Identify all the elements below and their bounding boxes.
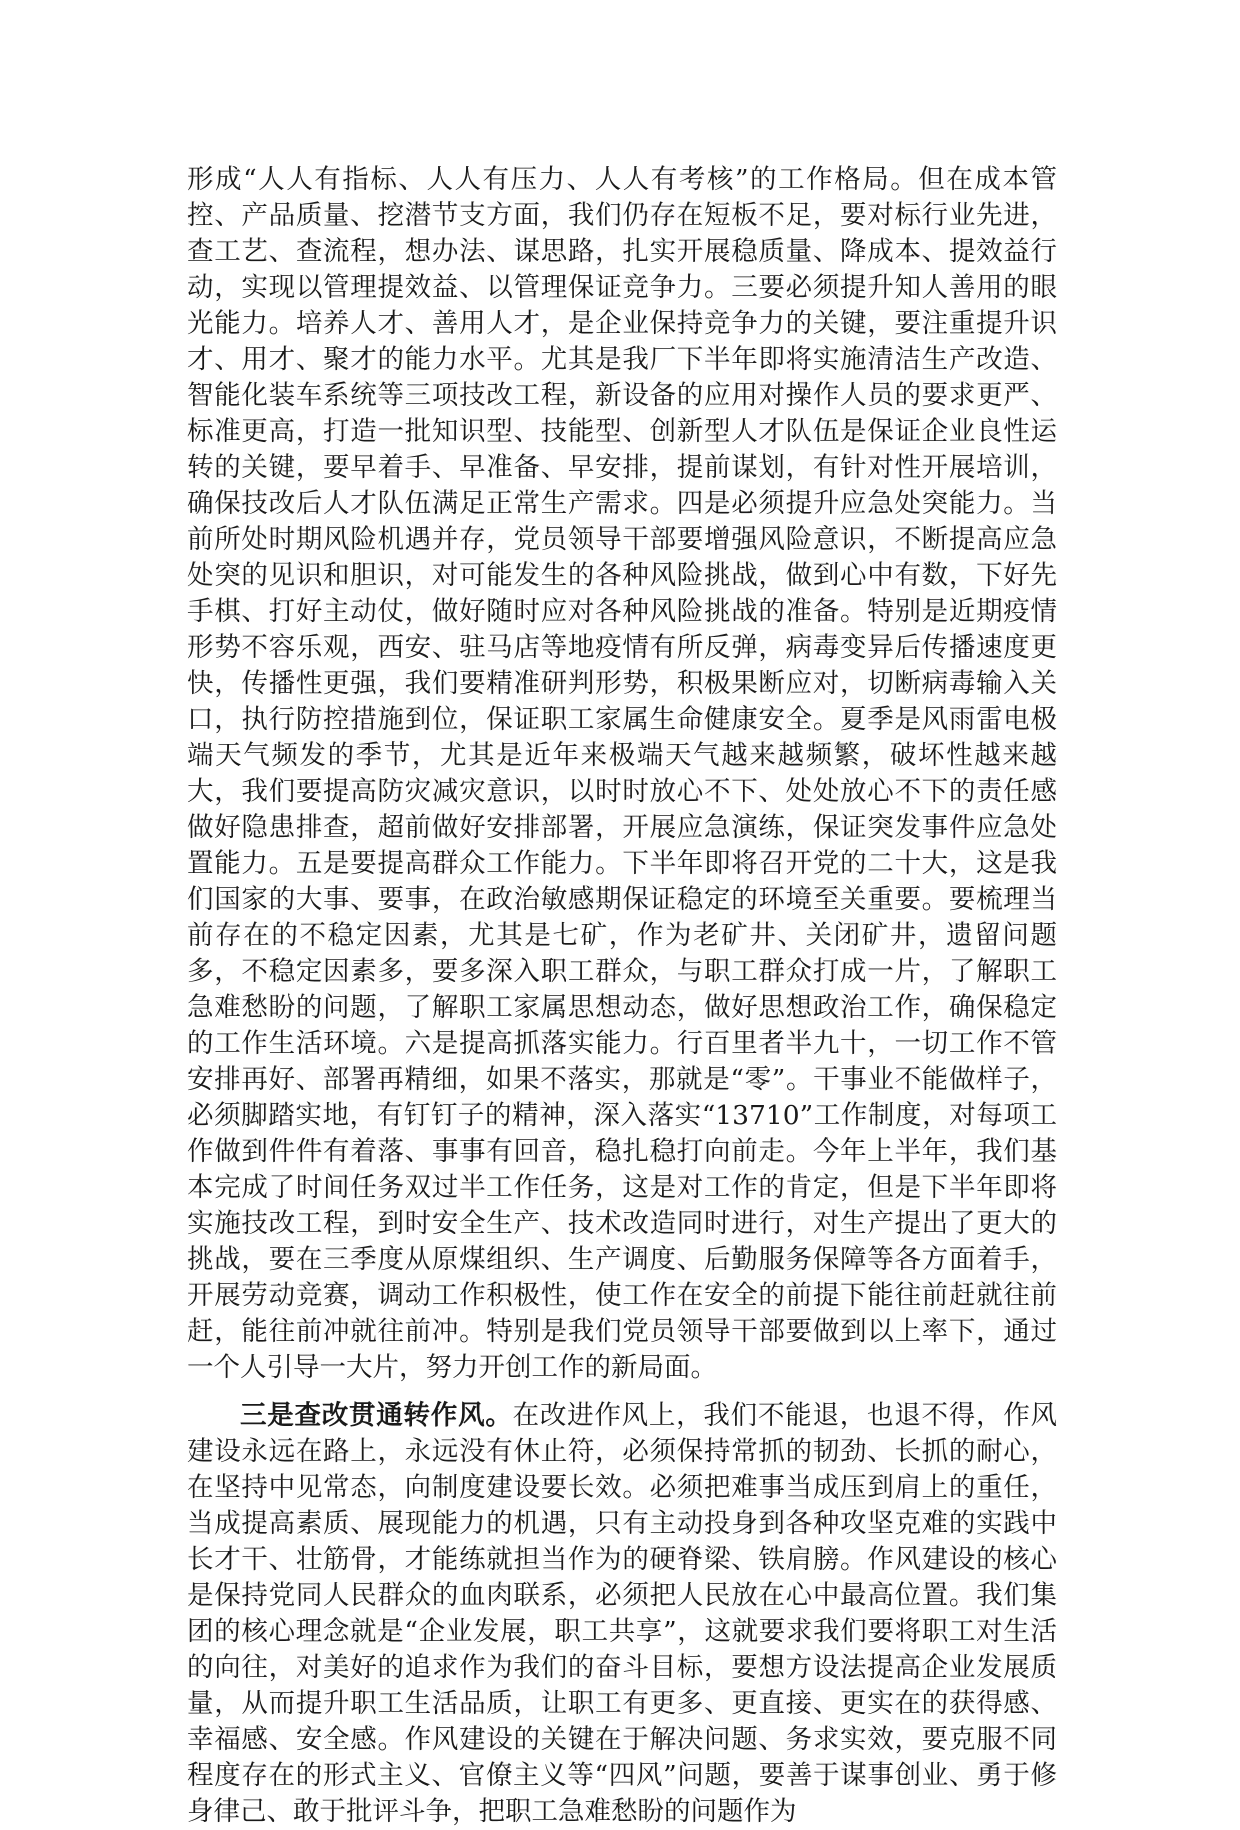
paragraph-continued: 形成“人人有指标、人人有压力、人人有考核”的工作格局。但在成本管控、产品质量、挖潜节支方面，我们仍存在短板不足，要对标行业先进，查工艺、查流程，想办法、谋思路，扎实开展稳质量、降成本、提效益行动，实现以管理提效益、以管理保证竞争力。三要必须提升知人善用的眼光能力。培养人才、善用人才，是企业保持竞争力的关键，要注重提升识才、用才、聚才的能力水平。尤其是我厂下半年即将实施清洁生产改造、智能化装车系统等三项技改工程，新设备的应用对操作人员的要求更严、标准更高，打造一批知识型、技能型、创新型人才队伍是保证企业良性运转的关键，要早着手、早准备、早安排，提前谋划，有针对性开展培训，确保技改后人才队伍满足正常生产需求。四是必须提升应急处突能力。当前所处时期风险机遇并存，党员领导干部要增强风险意识，不断提高应急处突的见识和胆识，对可能发生的各种风险挑战，做到心中有数，下好先手棋、打好主动仗，做好随时应对各种风险挑战的准备。特别是近期疫情形势不容乐观，西安、驻马店等地疫情有所反弹，病毒变异后传播速度更快，传播性更强，我们要精准研判形势，积极果断应对，切断病毒输入关口，执行防控措施到位，保证职工家属生命健康安全。夏季是风雨雷电极端天气频发的季节，尤其是近年来极端天气越来越频繁，破坏性越来越大，我们要提高防灾减灾意识，以时时放心不下、处处放心不下的责任感做好隐患排查，超前做好安排部署，开展应急演练，保证突发事件应急处置能力。五是要提高群众工作能力。下半年即将召开党的二十大，这是我们国家的大事、要事，在政治敏感期保证稳定的环境至关重要。要梳理当前存在的不稳定因素，尤其是七矿，作为老矿井、关闭矿井，遗留问题多，不稳定因素多，要多深入职工群众，与职工群众打成一片，了解职工急难愁盼的问题，了解职工家属思想动态，做好思想政治工作，确保稳定的工作生活环境。六是提高抓落实能力。行百里者半九十，一切工作不管安排再好、部署再精细，如果不落实，那就是“零”。干事业不能做样子，必须脚踏实地，有钉钉子的精神，深入落实“13710”工作制度，对每项工作做到件件有着落、事事有回音，稳扎稳打向前走。今年上半年，我们基本完成了时间任务双过半工作任务，这是对工作的肯定，但是下半年即将实施技改工程，到时安全生产、技术改造同时进行，对生产提出了更大的挑战，要在三季度从原煤组织、生产调度、后勤服务保障等各方面着手，开展劳动竞赛，调动工作积极性，使工作在安全的前提下能往前赶就往前赶，能往前冲就往前冲。特别是我们党员领导干部要做到以上率下，通过一个人引导一大片，努力开创工作的新局面。 <box>187 164 1057 1383</box>
paragraph-lead-heading: 三是查改贯通转作风。 <box>240 1400 513 1431</box>
paragraph-body-text: 在改进作风上，我们不能退，也退不得，作风建设永远在路上，永远没有休止符，必须保持常抓的韧劲、长抓的耐心，在坚持中见常态，向制度建设要长效。必须把难事当成压到肩上的重任，当成提高素质、展现能力的机遇，只有主动投身到各种攻坚克难的实践中长才干、壮筋骨，才能练就担当作为的硬脊梁、铁肩膀。作风建设的核心是保持党同人民群众的血肉联系，必须把人民放在心中最高位置。我们集团的核心理念就是“企业发展，职工共享”，这就要求我们要将职工对生活的向往，对美好的追求作为我们的奋斗目标，要想方设法提高企业发展质量，从而提升职工生活品质，让职工有更多、更直接、更实在的获得感、幸福感、安全感。作风建设的关键在于解决问题、务求实效，要克服不同程度存在的形式主义、官僚主义等“四风”问题，要善于谋事创业、勇于修身律己、敢于批评斗争，把职工急难愁盼的问题作为 <box>187 1400 1058 1827</box>
document-body <box>187 162 1057 1830</box>
paragraph-section-three <box>187 1398 1057 1830</box>
